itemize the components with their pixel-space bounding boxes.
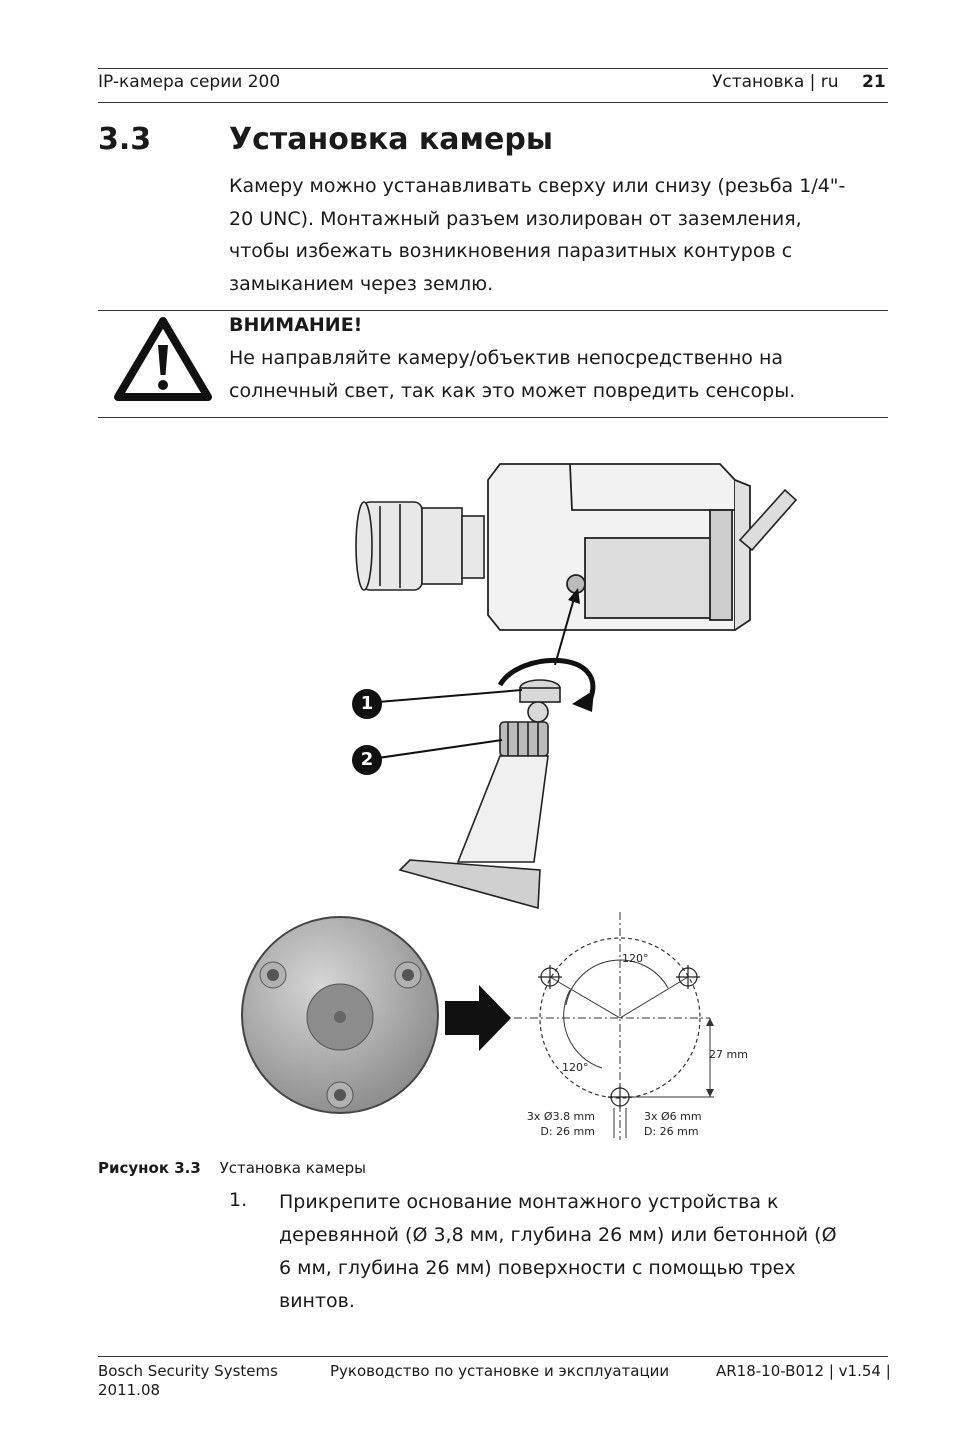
hole-pattern-diagram bbox=[510, 910, 770, 1145]
warning-line: солнечный свет, так как это может повредить сенсоры. bbox=[229, 379, 796, 402]
camera-mount-illustration bbox=[340, 450, 810, 930]
warning-top-rule bbox=[98, 310, 888, 311]
warning-line: Не направляйте камеру/объектив непосредственно на bbox=[229, 347, 784, 369]
callout-2: 2 bbox=[352, 745, 382, 775]
footer-rule bbox=[98, 1356, 888, 1357]
figure-caption-label: Рисунок 3.3 bbox=[98, 1159, 201, 1177]
step-line: винтов. bbox=[279, 1290, 355, 1312]
warning-bottom-rule bbox=[98, 417, 888, 418]
camera-lens bbox=[356, 502, 484, 590]
dimension-label: 27 mm bbox=[709, 1048, 748, 1061]
warning-title: ВНИМАНИЕ! bbox=[229, 314, 363, 336]
header-section-lang: Установка | ru bbox=[712, 72, 839, 92]
concrete-spec-line1: 3x Ø6 mm bbox=[644, 1110, 702, 1123]
callout-1: 1 bbox=[352, 689, 382, 719]
section-number: 3.3 bbox=[98, 122, 152, 157]
arrow-right-icon bbox=[443, 983, 513, 1053]
footer-date: 2011.08 bbox=[98, 1381, 161, 1399]
figure-caption-text: Установка камеры bbox=[219, 1159, 366, 1177]
intro-paragraph bbox=[229, 170, 869, 300]
section-title: Установка камеры bbox=[229, 122, 553, 157]
footer-company-name: Bosch Security Systems bbox=[98, 1362, 278, 1380]
footer-manual-title: Руководство по установке и эксплуатации bbox=[330, 1362, 670, 1380]
header-top-rule bbox=[98, 68, 888, 69]
intro-line: чтобы избежать возникновения паразитных контуров с bbox=[229, 240, 793, 262]
angle-bottom-label: 120° bbox=[562, 1061, 589, 1074]
angle-top-label: 120° bbox=[622, 952, 649, 965]
step-line: 6 мм, глубина 26 мм) поверхности с помощью трех bbox=[279, 1257, 796, 1279]
footer-doc-id: AR18-10-B012 | v1.54 | bbox=[716, 1362, 891, 1380]
warning-text bbox=[229, 342, 869, 407]
mount-pole bbox=[400, 756, 548, 908]
intro-line: Камеру можно устанавливать сверху или снизу (резьба 1/4"- bbox=[229, 175, 846, 197]
footer-company bbox=[98, 1362, 278, 1400]
intro-line: 20 UNC). Монтажный разъем изолирован от заземления, bbox=[229, 207, 802, 230]
intro-line: замыканием через землю. bbox=[229, 272, 494, 295]
header-bottom-rule bbox=[98, 102, 888, 103]
step-text bbox=[279, 1186, 879, 1318]
camera-body bbox=[488, 464, 750, 630]
wood-spec-line1: 3x Ø3.8 mm bbox=[526, 1110, 595, 1123]
wood-spec-line2: D: 26 mm bbox=[540, 1125, 595, 1138]
header-doc-title: IP-камера серии 200 bbox=[98, 72, 281, 92]
step-line: Прикрепите основание монтажного устройства к bbox=[279, 1191, 779, 1213]
step-line: деревянной (Ø 3,8 мм, глубина 26 мм) или бетонной (Ø bbox=[279, 1224, 837, 1246]
concrete-spec-line2: D: 26 mm bbox=[644, 1125, 699, 1138]
figure-caption bbox=[98, 1159, 366, 1177]
step-number: 1. bbox=[229, 1189, 248, 1211]
warning-triangle-icon bbox=[112, 315, 214, 403]
header-page-number: 21 bbox=[862, 72, 886, 92]
base-plate-illustration bbox=[240, 915, 445, 1120]
